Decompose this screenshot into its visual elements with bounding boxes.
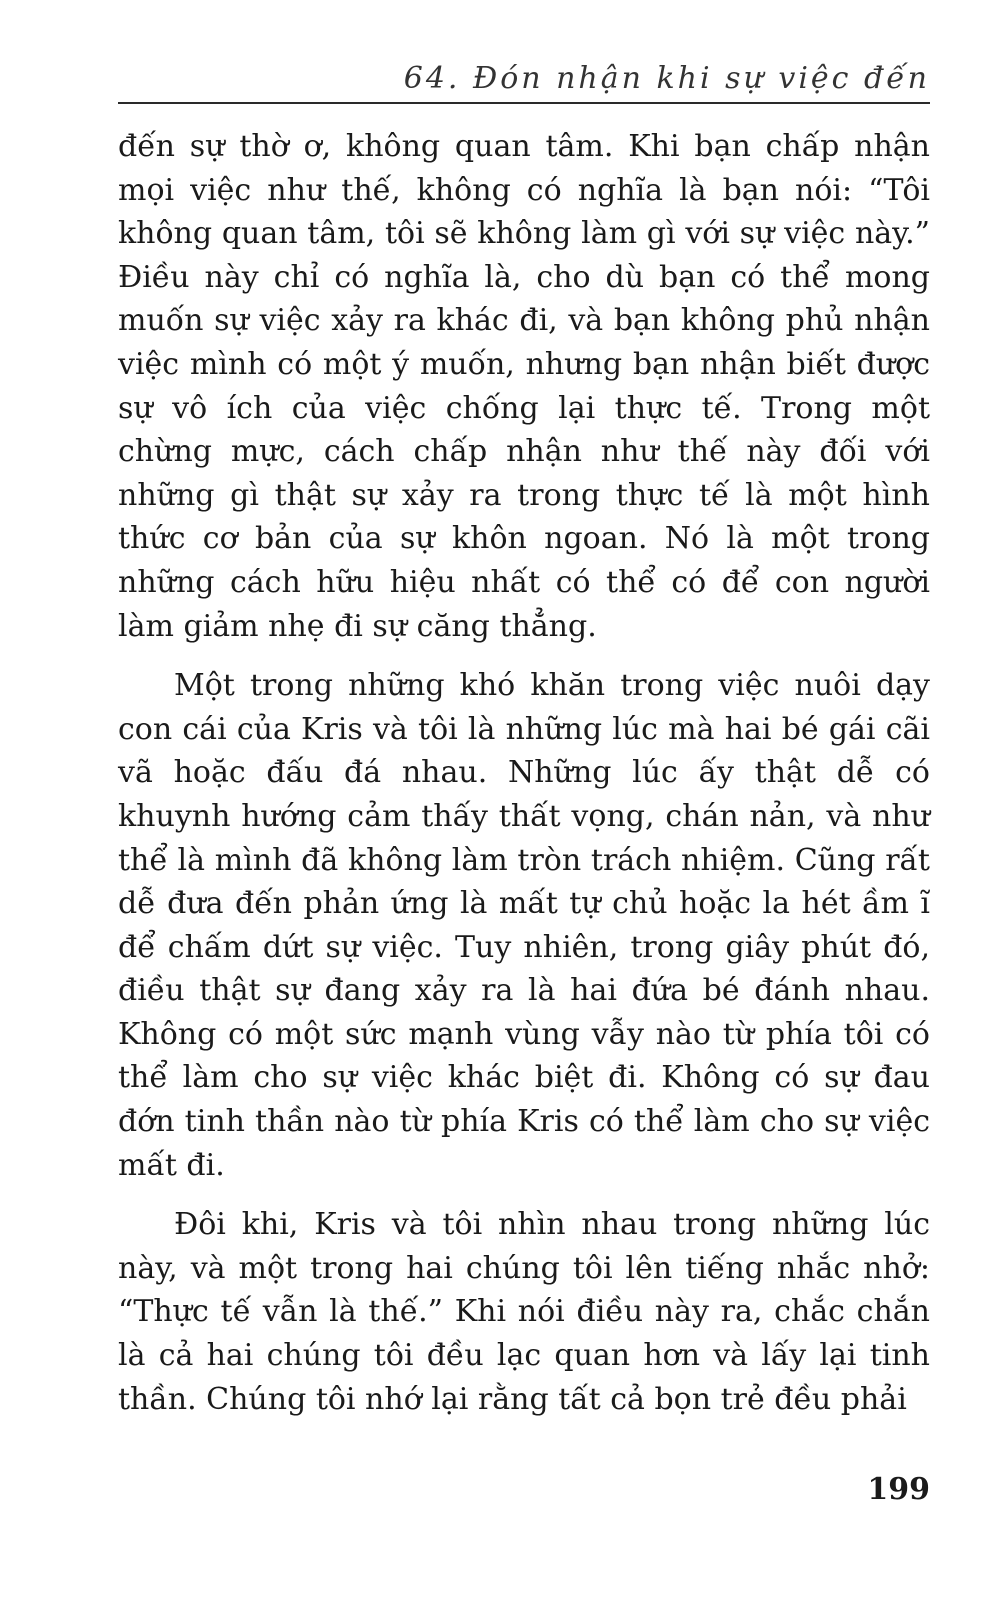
- paragraph: Đôi khi, Kris và tôi nhìn nhau trong những lúc này, và một trong hai chúng tôi lên tiếng nhắc nhở: “Thực tế vẫn là thế.” Khi nói điều này ra, chắc chắn là cả hai chúng tôi đều lạc quan hơn và lấy lại tinh thần. Chúng tôi nhớ lại rằng tất cả bọn trẻ đều phải: [118, 1207, 930, 1417]
- page-number: 199: [867, 1472, 930, 1507]
- paragraph-continued: đến sự thờ ơ, không quan tâm. Khi bạn chấp nhận mọi việc như thế, không có nghĩa là bạn nói: “Tôi không quan tâm, tôi sẽ không làm gì với sự việc này.” Điều này chỉ có nghĩa là, cho dù bạn có thể mong muốn sự việc xảy ra khác đi, và bạn không phủ nhận việc mình có một ý muốn, nhưng bạn nhận biết được sự vô ích của việc chống lại thực tế. Trong một chừng mực, cách chấp nhận như thế này đối với những gì thật sự xảy ra trong thực tế là một hình thức cơ bản của sự khôn ngoan. Nó là một trong những cách hữu hiệu nhất có thể có để con người làm giảm nhẹ đi sự căng thẳng.: [118, 129, 930, 644]
- running-header: [118, 52, 930, 104]
- paragraph: Một trong những khó khăn trong việc nuôi dạy con cái của Kris và tôi là những lúc mà hai bé gái cãi vã hoặc đấu đá nhau. Những lúc ấy thật dễ có khuynh hướng cảm thấy thất vọng, chán nản, và như thể là mình đã không làm tròn trách nhiệm. Cũng rất dễ đưa đến phản ứng là mất tự chủ hoặc la hét ầm ĩ để chấm dứt sự việc. Tuy nhiên, trong giây phút đó, điều thật sự đang xảy ra là hai đứa bé đánh nhau. Không có một sức mạnh vùng vẫy nào từ phía tôi có thể làm cho sự việc khác biệt đi. Không có sự đau đớn tinh thần nào từ phía Kris có thể làm cho sự việc mất đi.: [118, 668, 930, 1183]
- running-title: 64. Đón nhận khi sự việc đến: [403, 61, 930, 96]
- page-body: [118, 125, 930, 1437]
